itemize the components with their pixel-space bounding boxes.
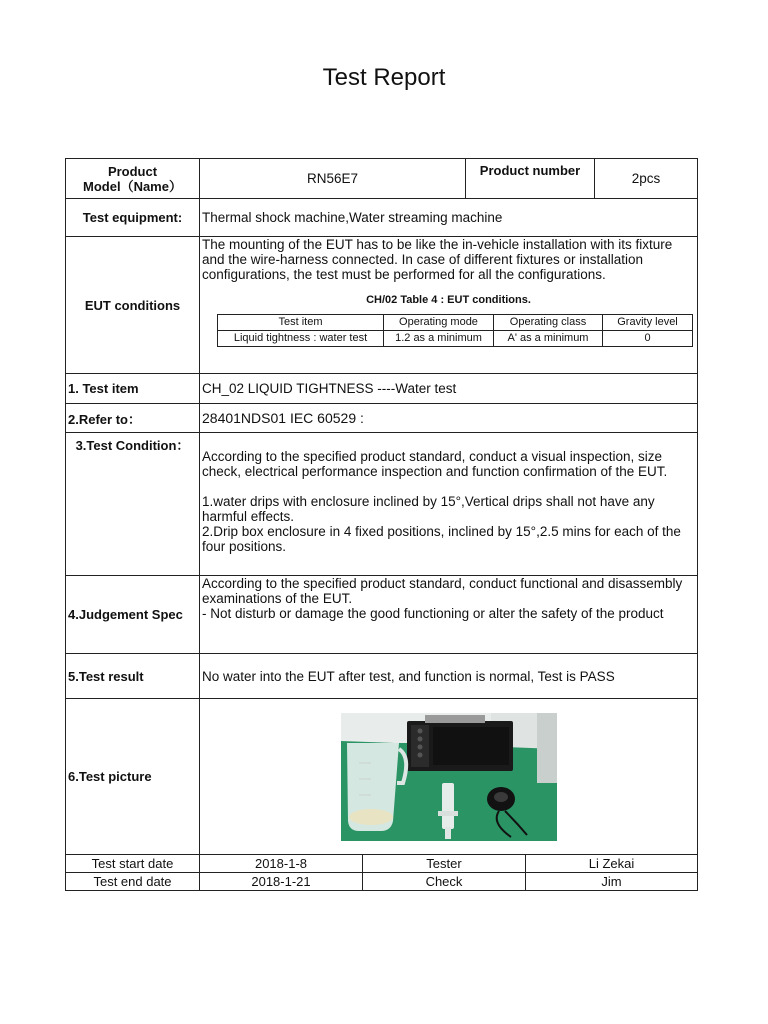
judgement-row <box>66 576 698 654</box>
condition-label: 3.Test Condition： <box>66 433 200 576</box>
eut-table-caption: CH/02 Table 4 : EUT conditions. <box>366 294 531 306</box>
eut-cell <box>200 237 698 374</box>
product-number-label: Product number <box>466 159 595 199</box>
product-row <box>66 159 698 199</box>
refer-label: 2.Refer to： <box>66 404 200 433</box>
start-date-label: Test start date <box>66 855 200 873</box>
test-item-label: 1. Test item <box>66 374 200 404</box>
equipment-label: Test equipment: <box>66 199 200 237</box>
footer-row-start <box>66 855 698 873</box>
eut-text: The mounting of the EUT has to be like the in-vehicle installation with its fixture and the wire-harness connected. In case of different fixtures or installation configurations, the test must be performed for all the configurations. <box>202 237 673 282</box>
footer-table <box>65 854 698 891</box>
condition-paragraph-2: 1.water drips with enclosure inclined by 15°,Vertical drips shall not have any harmful effects. <box>202 494 655 524</box>
eut-label: EUT conditions <box>66 237 200 374</box>
eut-th-gravity-level: Gravity level <box>603 315 693 331</box>
eut-td-operating-class: A' as a minimum <box>494 331 603 347</box>
product-model-label <box>66 159 200 199</box>
test-photo-image <box>341 713 557 841</box>
end-date-value: 2018-1-21 <box>200 873 363 891</box>
judgement-paragraph-1: According to the specified product standard, conduct functional and disassembly examinations of the EUT. <box>202 576 683 606</box>
product-label-line1: Product <box>107 163 158 179</box>
product-model-value: RN56E7 <box>200 159 466 199</box>
report-title: Test Report <box>322 64 446 91</box>
refer-row <box>66 404 698 433</box>
eut-row <box>66 237 698 374</box>
check-label: Check <box>363 873 526 891</box>
judgement-label: 4.Judgement Spec <box>66 576 200 654</box>
eut-th-test-item: Test item <box>218 315 384 331</box>
picture-label: 6.Test picture <box>66 699 200 855</box>
test-item-row <box>66 374 698 404</box>
judgement-paragraph-2: - Not disturb or damage the good functioning or alter the safety of the product <box>202 606 664 621</box>
report-table <box>65 158 698 855</box>
product-label-line2: Model（Name） <box>83 178 182 194</box>
judgement-cell <box>200 576 698 654</box>
eut-td-gravity-level: 0 <box>603 331 693 347</box>
refer-value: 28401NDS01 IEC 60529 : <box>200 404 698 433</box>
check-value: Jim <box>526 873 698 891</box>
product-number-value: 2pcs <box>595 159 698 199</box>
footer-row-end <box>66 873 698 891</box>
end-date-label: Test end date <box>66 873 200 891</box>
eut-th-operating-class: Operating class <box>494 315 603 331</box>
test-photo <box>341 713 557 841</box>
eut-conditions-table <box>217 314 693 347</box>
tester-label: Tester <box>363 855 526 873</box>
eut-td-operating-mode: 1.2 as a minimum <box>384 331 494 347</box>
result-label: 5.Test result <box>66 654 200 699</box>
eut-td-test-item: Liquid tightness : water test <box>218 331 384 347</box>
result-row <box>66 654 698 699</box>
picture-cell <box>200 699 698 855</box>
condition-cell <box>200 433 698 576</box>
equipment-row <box>66 199 698 237</box>
eut-table-header-row <box>218 315 693 331</box>
eut-table-data-row <box>218 331 693 347</box>
test-item-value: CH_02 LIQUID TIGHTNESS ----Water test <box>200 374 698 404</box>
condition-paragraph-3: 2.Drip box enclosure in 4 fixed positions, inclined by 15°,2.5 mins for each of the four positions. <box>202 524 681 554</box>
result-value: No water into the EUT after test, and function is normal, Test is PASS <box>200 654 698 699</box>
start-date-value: 2018-1-8 <box>200 855 363 873</box>
eut-th-operating-mode: Operating mode <box>384 315 494 331</box>
tester-value: Li Zekai <box>526 855 698 873</box>
picture-row <box>66 699 698 855</box>
equipment-value: Thermal shock machine,Water streaming machine <box>200 199 698 237</box>
condition-paragraph-1: According to the specified product standard, conduct a visual inspection, size check, electrical performance inspection and function confirmation of the EUT. <box>202 449 668 479</box>
condition-row <box>66 433 698 576</box>
